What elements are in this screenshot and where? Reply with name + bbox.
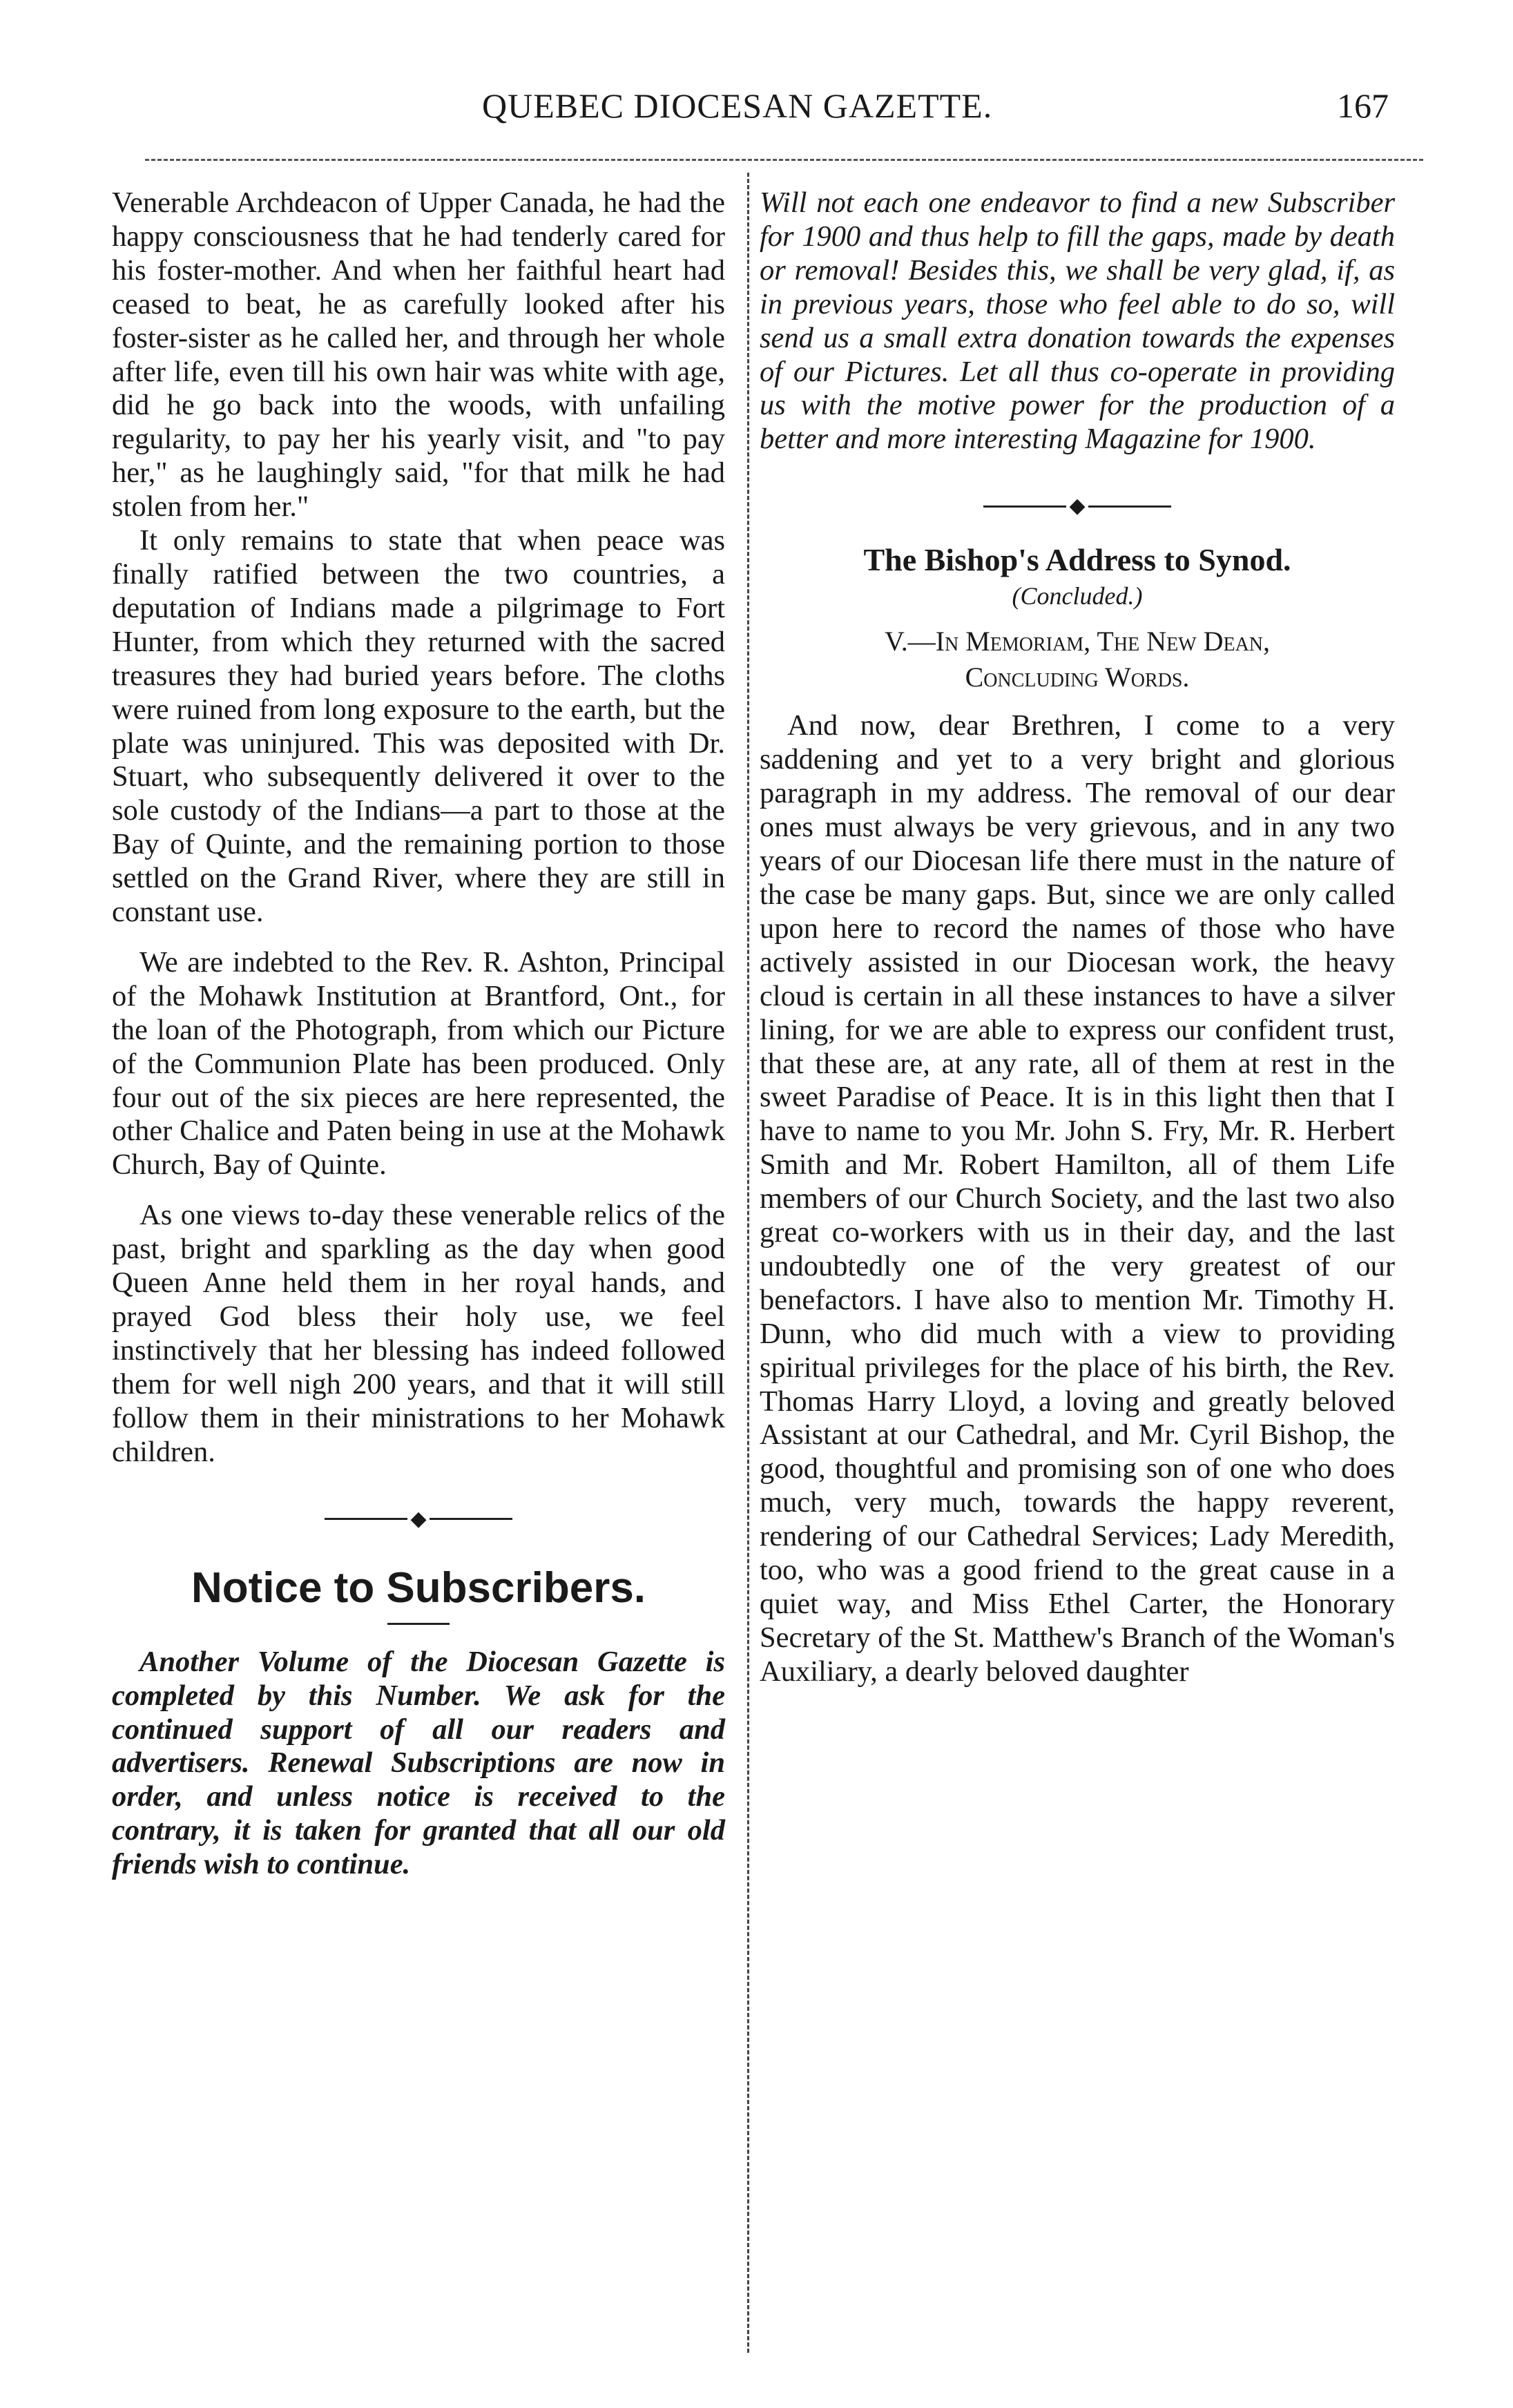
left-paragraph-1: Venerable Archdeacon of Upper Canada, he had the happy consciousness that he had tenderly cared for his foster-mother. And when her faithful heart had ceased to beat, he as carefully looked after his foster-sister as he called her, and through her whole after life, even till his own hair was white with age, did he go back into the woods, with unfailing regularity, to pay her his yearly visit, and "to pay her," as he laughingly said, "for that milk he had stolen from her." bbox=[112, 186, 725, 523]
left-paragraph-3: We are indebted to the Rev. R. Ashton, Principal of the Mohawk Institution at Brantford, Ont., for the loan of the Photograph, from which our Picture of the Communion Plate has been produced. Only four out of the six pieces are here represented, the other Chalice and Paten being in use at the Mohawk Church, Bay of Quinte. bbox=[112, 945, 725, 1182]
section-ornament-right bbox=[760, 484, 1395, 527]
section-heading-line-2: Concluding Words. bbox=[965, 662, 1190, 693]
diamond-ornament-icon: ◆ bbox=[1069, 494, 1086, 518]
section-heading bbox=[760, 624, 1395, 695]
column-divider bbox=[747, 173, 749, 2353]
left-paragraph-2: It only remains to state that when peace was finally ratified between the two countries, a deputation of Indians made a pilgrimage to Fort Hunter, from which they returned with the sacred treasures they had buried years before. The cloths were ruined from long exposure to the earth, but the plate was uninjured. This was deposited with Dr. Stuart, who subsequently delivered it over to the sole custody of the Indians—a part to those at the Bay of Quinte, and the remaining portion to those settled on the Grand River, where they are still in constant use. bbox=[112, 524, 725, 929]
header-rule bbox=[145, 159, 1423, 161]
notice-continued: Will not each one endeavor to find a new Subscriber for 1900 and thus help to fill the gaps, made by death or removal! Besides this, we shall be very glad, if, as in previous years, those who feel able to do so, will send us a small extra donation towards the expenses of our Pictures. Let all thus co-operate in providing us with the motive power for the production of a better and more interesting Magazine for 1900. bbox=[760, 186, 1395, 456]
section-subtitle: (Concluded.) bbox=[1012, 582, 1143, 610]
page-number: 167 bbox=[1337, 86, 1389, 125]
notice-rule bbox=[387, 1623, 450, 1625]
section-title: The Bishop's Address to Synod. bbox=[863, 542, 1291, 578]
notice-text: Another Volume of the Diocesan Gazette is completed by this Number. We ask for the continued support of all our readers and advertisers. Renewal Subscriptions are now in order, and unless notice is received to the contrary, it is taken for granted that all our old friends wish to continue. bbox=[112, 1645, 725, 1881]
diamond-ornament-icon: ◆ bbox=[410, 1507, 427, 1530]
left-column bbox=[112, 186, 725, 1882]
left-paragraph-4: As one views to-day these venerable relics of the past, bright and sparkling as the day when good Queen Anne held them in her royal hands, and prayed God bless their holy use, we feel instinctively that her blessing has indeed followed them for well nigh 200 years, and that it will still follow them in their ministrations to her Mohawk children. bbox=[112, 1199, 725, 1468]
page-header bbox=[104, 83, 1430, 138]
right-column bbox=[760, 186, 1395, 1689]
section-heading-line-1: V.—In Memoriam, The New Dean, bbox=[884, 626, 1271, 657]
publication-title: QUEBEC DIOCESAN GAZETTE. bbox=[482, 86, 993, 125]
address-body: And now, dear Brethren, I come to a very saddening and yet to a very bright and glorious paragraph in my address. The removal of our dear ones must always be very grievous, and in any two years of our Diocesan life there must in the nature of the case be many gaps. But, since we are only called upon here to record the names of those who have actively assisted in our Diocesan work, the heavy cloud is certain in all these instances to have a silver lining, for we are able to express our confident trust, that these are, at any rate, all of them at rest in the sweet Paradise of Peace. It is in this light then that I have to name to you Mr. John S. Fry, Mr. R. Herbert Smith and Mr. Robert Hamilton, all of them Life members of our Church Society, and the last two also great co-workers with us in their day, and the last undoubtedly one of the very greatest of our benefactors. I have also to mention Mr. Timothy H. Dunn, who did much with a view to providing spiritual privileges for the place of his birth, the Rev. Thomas Harry Lloyd, a loving and greatly beloved Assistant at our Cathedral, and Mr. Cyril Bishop, the good, thoughtful and promising son of one who does much, very much, towards the happy reverent, rendering of our Cathedral Services; Lady Meredith, too, who was a good friend to the great cause in a quiet way, and Miss Ethel Carter, the Honorary Secretary of the St. Matthew's Branch of the Woman's Auxiliary, a dearly beloved daughter bbox=[760, 709, 1395, 1688]
section-ornament bbox=[112, 1497, 725, 1540]
notice-title: Notice to Subscribers. bbox=[191, 1563, 646, 1612]
